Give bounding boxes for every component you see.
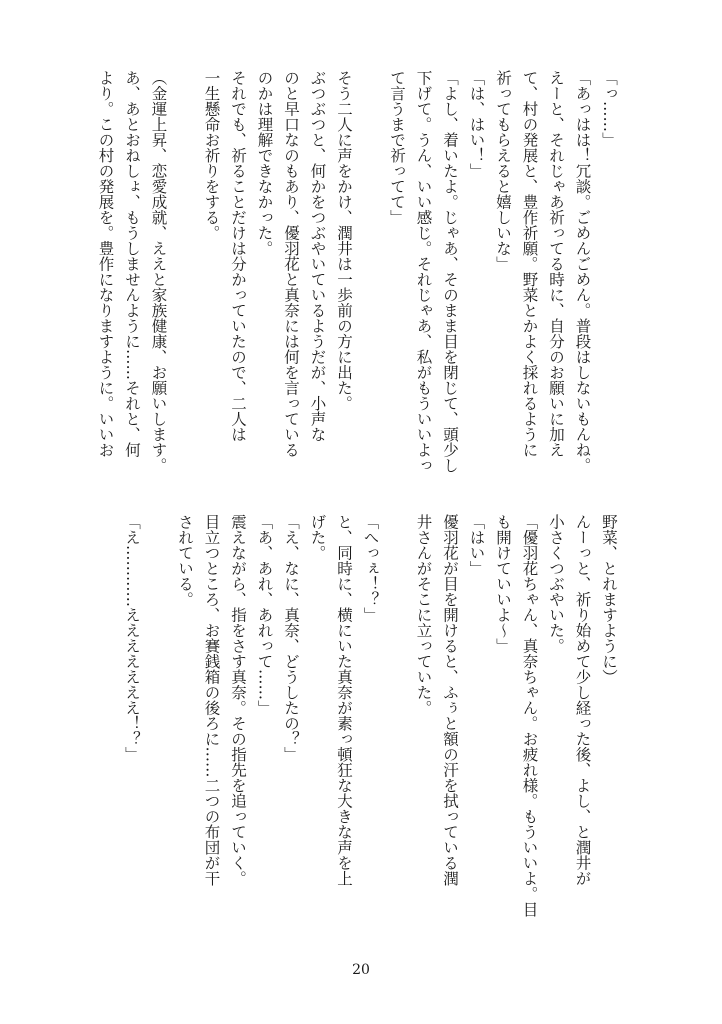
text-line: あ、あとおねしょ、もうしませんように……それと、何 [123,70,141,458]
text-line: 「え…………えええええええ！？」 [123,514,141,762]
text-line: 「はい」 [467,514,486,576]
text-line: と、同時に、横にいた真奈が素っ頓狂な大きな声を上 [335,514,353,886]
text-line: のかは理解できなかった。 [255,70,274,256]
text-line: も開けていいよ〜」 [494,514,512,654]
text-line: 祈ってもらえると嬉しいな」 [494,70,512,272]
text-line: 小さくつぶやいた。 [547,514,565,654]
paragraph-break [384,514,411,952]
text-line: より。この村の発展を。豊作になりますように。いいお [96,70,115,458]
text-line: それでも、祈ることだけは分かっていたので、二人は [229,70,247,442]
top-text-tier [92,70,622,508]
text-line: 「あっはは！冗談。ごめんごめん。普段はしないもんね。 [573,70,592,473]
text-line: て言うまで祈ってて」 [388,70,406,225]
text-line: ぶつぶつと、何かをつぶやいているようだが、小声な [308,70,327,442]
paragraph-break [172,70,199,508]
paragraph-break [357,70,384,508]
text-line: 「あ、あれ、あれって……」 [255,514,274,716]
text-line: 目立つところ、お賽銭箱の後ろに……二つの布団が干 [202,514,221,886]
text-line: えーと、それじゃあ祈ってる時に、自分のお願いに加え [547,70,565,458]
text-line: 下げて。うん、いい感じ。それじゃあ、私がもういいよっ [414,70,433,473]
text-line: 優羽花が目を開けると、ふぅと額の汗を拭っている潤 [441,514,459,886]
text-line: 野菜、とれますように） [600,514,618,685]
paragraph-break [145,514,172,952]
text-line: げた。 [308,514,327,561]
text-line: んーっと、祈り始めて少し経った後、よし、と潤井が [573,514,592,886]
text-line: されている。 [176,514,194,607]
text-line: て、村の発展と、豊作祈願。野菜とかよく採れるように [520,70,539,458]
text-line: 震えながら、指をさす真奈。その指先を追っていく。 [229,514,247,886]
text-line: 「は、はい！」 [467,70,486,179]
text-line: 井さんがそこに立っていた。 [414,514,433,716]
text-line: 「っ……」 [600,70,618,148]
bottom-text-tier [92,514,622,952]
text-line: 「へっぇ！？」 [361,514,380,623]
text-line: そう二人に声をかけ、潤井は一歩前の方に出た。 [335,70,353,411]
text-line: のと早口なのもあり、優羽花と真奈には何を言っている [282,70,300,458]
text-line: 「よし、着いたよ。じゃあ、そのまま目を閉じて、頭少し [441,70,459,473]
text-line: 「え、なに、真奈、どうしたの？」 [282,514,300,762]
page-number: 20 [352,962,370,978]
text-line: 「優羽花ちゃん、真奈ちゃん。お疲れ様。もういいよ。目 [520,514,539,917]
text-line: （金運上昇、恋愛成就、ええと家族健康、お願いします。 [149,70,168,473]
text-line: 一生懸命お祈りをする。 [202,70,221,241]
